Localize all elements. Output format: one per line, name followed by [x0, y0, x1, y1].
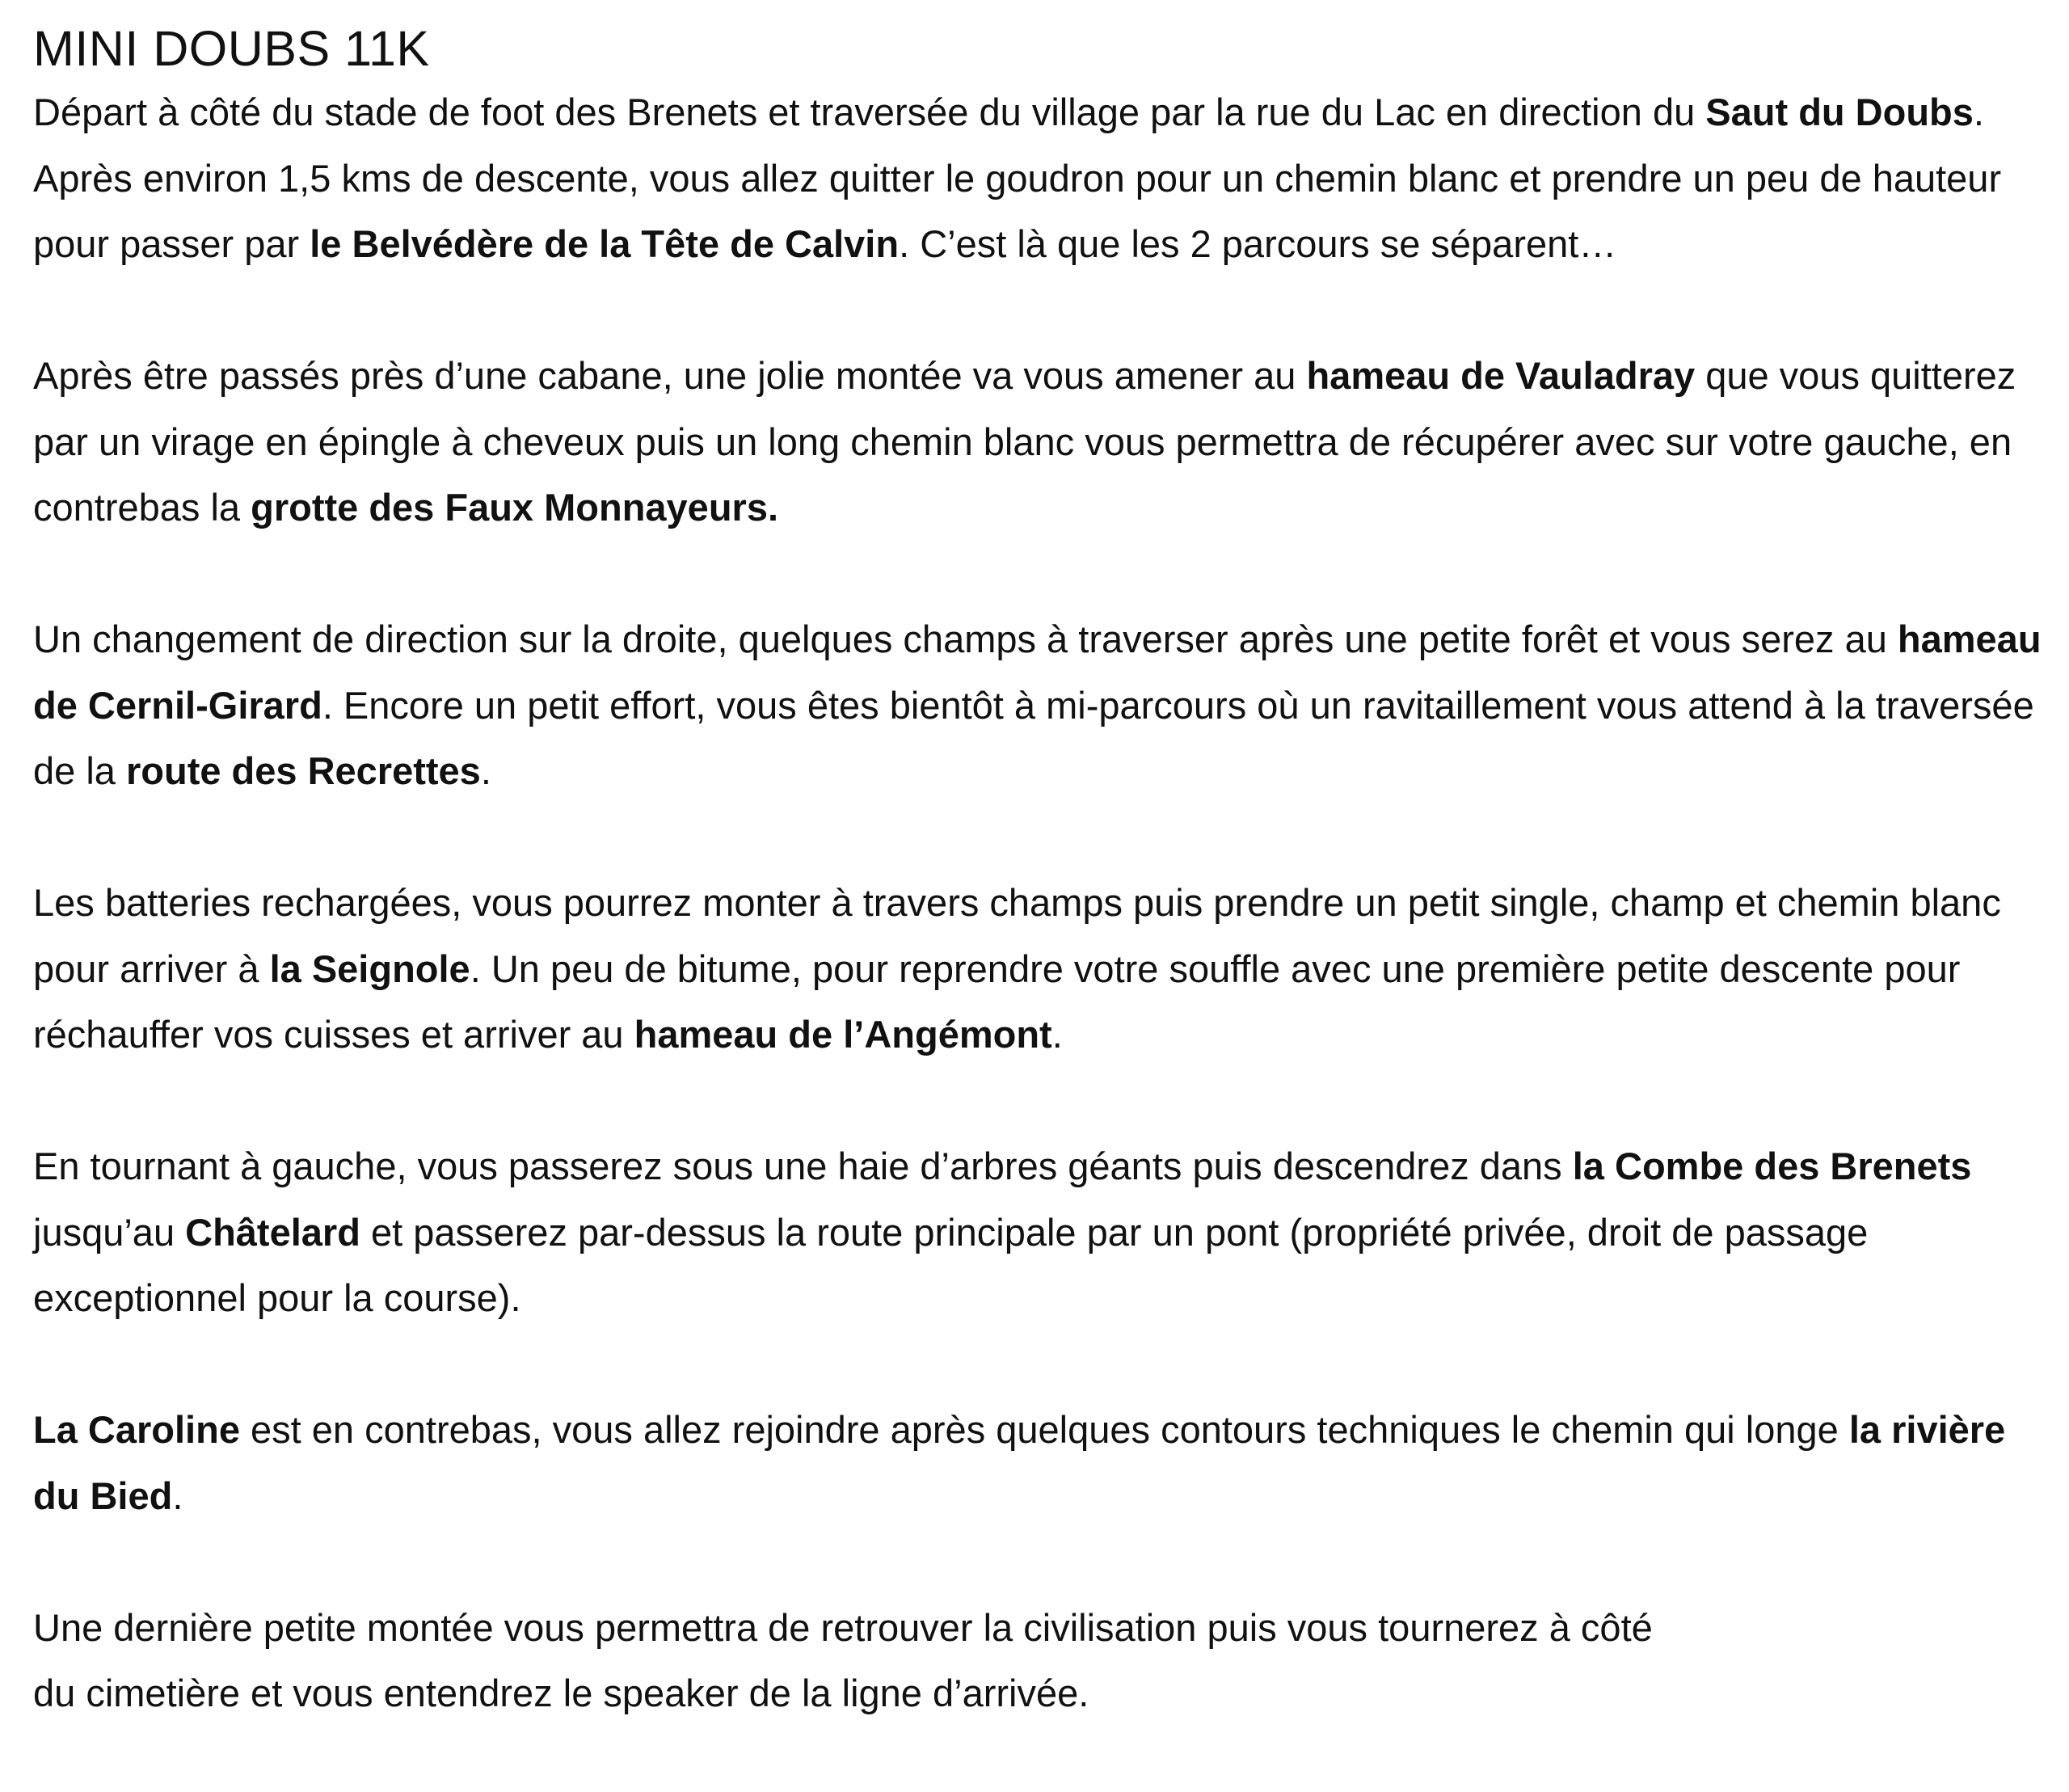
paragraph-text: Un changement de direction sur la droite, quelques champs à traverser après une petite forêt et vous serez au: [33, 618, 1898, 660]
paragraph-text: Après être passés près d’une cabane, une jolie montée va vous amener au: [33, 354, 1307, 397]
paragraph-text: jusqu’au: [33, 1210, 186, 1254]
article: [33, 18, 2046, 1792]
paragraph: [33, 343, 2046, 541]
page-title: MINI DOUBS 11K: [33, 21, 430, 76]
paragraph: [33, 1397, 2046, 1528]
paragraph-text: et passerez par-dessus la route principale par un pont (propriété privée, droit de passage exceptionnel pour la course).: [33, 1210, 1869, 1319]
paragraph-text: du cimetière et vous entendrez le speaker de la ligne d’arrivée.: [33, 1672, 1089, 1714]
paragraph-text: .: [172, 1474, 183, 1517]
paragraph-text: .: [1051, 1013, 1063, 1056]
place-name: Châtelard: [185, 1210, 360, 1254]
article-body: [33, 79, 2046, 1727]
place-name: route des Recrettes: [125, 749, 481, 792]
paragraph: [33, 1595, 2046, 1727]
place-name: la rivière du Bied: [33, 1408, 2006, 1517]
place-name: hameau de l’Angémont: [634, 1013, 1052, 1056]
paragraph-text: . Encore un petit effort, vous êtes bientôt à mi-parcours où un ravitaillement vous attend à la traversée de la: [33, 683, 2034, 792]
place-name: hameau de Cernil-Girard: [33, 618, 2042, 727]
paragraph-text: En tournant à gauche, vous passerez sous une haie d’arbres géants puis descendrez dans: [33, 1145, 1573, 1187]
paragraph-text: Les batteries rechargées, vous pourrez monter à travers champs puis prendre un petit single, champ et chemin blanc pour arriver à: [33, 881, 2001, 990]
place-name: la Combe des Brenets: [1572, 1145, 1972, 1187]
paragraph: [33, 870, 2046, 1068]
place-name: la Seignole: [269, 947, 470, 990]
place-name: hameau de Vauladray: [1306, 354, 1696, 397]
paragraph: [33, 606, 2046, 804]
paragraph-text: est en contrebas, vous allez rejoindre après quelques contours techniques le chemin qui longe: [239, 1408, 1849, 1451]
paragraph: [33, 79, 2046, 277]
paragraph-text: que vous quitterez par un virage en épingle à cheveux puis un long chemin blanc vous permettra de récupérer avec sur votre gauche, en contrebas la: [33, 354, 2016, 529]
place-name: grotte des Faux Monnayeurs.: [251, 486, 779, 529]
paragraph-text: . Après environ 1,5 kms de descente, vous allez quitter le goudron pour un chemin blanc et prendre un peu de hauteur pour passer par: [33, 91, 2002, 265]
paragraph-text: . C’est là que les 2 parcours se séparent…: [899, 222, 1617, 265]
paragraph-text: . Un peu de bitume, pour reprendre votre souffle avec une première petite descente pour réchauffer vos cuisses et arriver au: [33, 947, 1961, 1056]
paragraph-text: Départ à côté du stade de foot des Brenets et traversée du village par la rue du Lac en direction du: [33, 91, 1706, 133]
paragraph-text: Une dernière petite montée vous permettra de retrouver la civilisation puis vous tournerez à côté: [33, 1605, 1653, 1649]
paragraph-text: .: [480, 749, 491, 792]
paragraph: [33, 1133, 2046, 1331]
place-name: La Caroline: [33, 1408, 240, 1451]
place-name: Saut du Doubs: [1705, 91, 1974, 133]
place-name: le Belvédère de la Tête de Calvin: [310, 222, 900, 265]
